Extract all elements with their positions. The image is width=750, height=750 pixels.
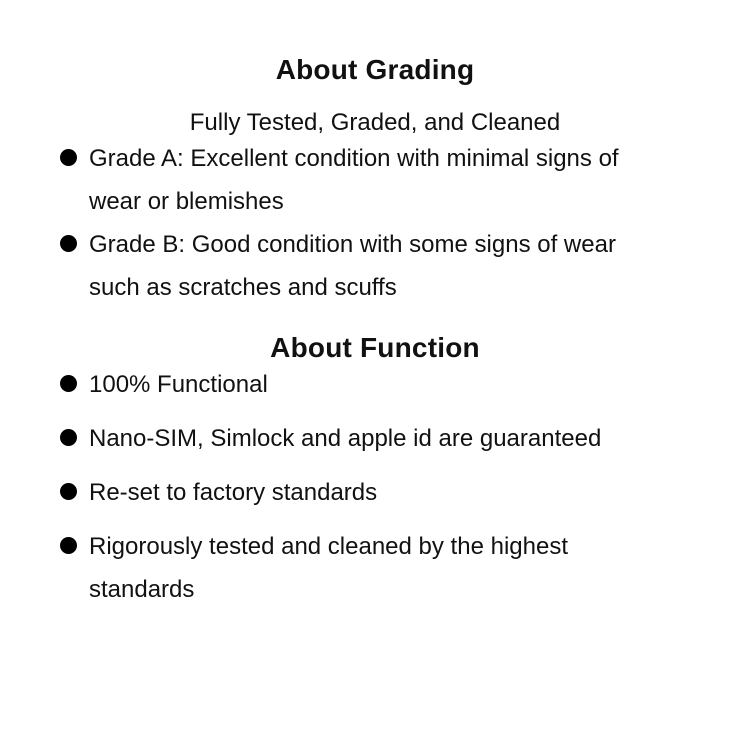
function-section-title: About Function — [270, 332, 480, 363]
list-item — [60, 417, 750, 460]
list-item — [60, 525, 750, 611]
bullet-dot-icon — [60, 429, 77, 446]
grading-section-title: About Grading — [275, 54, 475, 85]
grading-section-subtitle: Fully Tested, Graded, and Cleaned — [189, 109, 561, 136]
function-bullet-tested: Rigorously tested and cleaned by the highest standards — [89, 533, 568, 603]
list-item — [60, 363, 750, 406]
bullet-dot-icon — [60, 235, 77, 252]
grading-bullet-grade-b: Grade B: Good condition with some signs of wear such as scratches and scuffs — [89, 231, 616, 301]
grading-bullet-list — [0, 137, 750, 309]
grading-bullet-grade-a: Grade A: Excellent condition with minimal signs of wear or blemishes — [89, 145, 619, 215]
list-item — [60, 471, 750, 514]
bullet-dot-icon — [60, 149, 77, 166]
bullet-dot-icon — [60, 375, 77, 392]
function-section — [0, 309, 750, 611]
bullet-dot-icon — [60, 483, 77, 500]
function-bullet-reset: Re-set to factory standards — [89, 479, 378, 506]
grading-section — [0, 0, 750, 309]
function-bullet-functional: 100% Functional — [89, 371, 268, 398]
function-bullet-sim: Nano-SIM, Simlock and apple id are guaranteed — [89, 425, 602, 452]
list-item — [60, 223, 750, 309]
list-item — [60, 137, 750, 223]
function-bullet-list — [0, 363, 750, 611]
bullet-dot-icon — [60, 537, 77, 554]
